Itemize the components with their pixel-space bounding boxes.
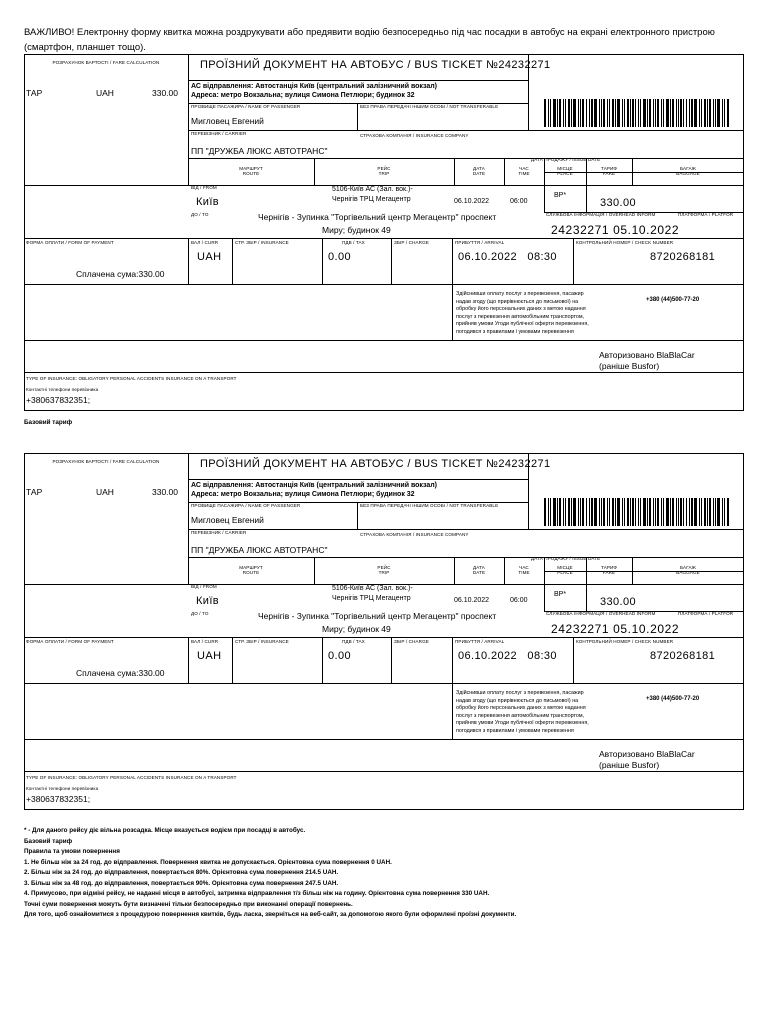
- barcode-bar: [609, 99, 610, 127]
- barcode-bar: [676, 498, 677, 526]
- service-phone: +380 (44)500-77-20: [646, 297, 700, 303]
- barcode-bar: [622, 99, 623, 127]
- trip-date: 06.10.2022: [454, 198, 490, 205]
- barcode-bar: [676, 99, 677, 127]
- check-number-label: КОНТРОЛЬНИЙ НОМЕР / CHECK NUMBER: [576, 240, 674, 245]
- insurance-type: TYPE OF INSURANCE: OBLIGATORY PERSONAL ACCIDENTS INSURANCE ON A TRANSPORT: [26, 775, 237, 780]
- footer-line: 3. Більш ніж за 48 год. до відправлення, повертається 90%. Орієнтовна сума повернення 247.5 UAH.: [24, 879, 339, 887]
- footer-line: * - Для даного рейсу діє вільна розсадка. Місце вказується водієм при посадці в автобус.: [24, 827, 306, 834]
- barcode-bar: [670, 498, 671, 526]
- insurance-company-label: СТРАХОВА КОМПАНІЯ / INSURANCE COMPANY: [360, 532, 469, 537]
- trip-fare: 330.00: [600, 596, 637, 608]
- barcode-bar: [544, 99, 546, 127]
- issue-date-label: ДАТА ПРОДАЖУ / ISSUE DATE: [531, 157, 601, 162]
- barcode-bar: [699, 99, 700, 127]
- barcode-bar: [594, 498, 597, 526]
- carrier-contact-label: Контактні телефони перевізника: [26, 387, 99, 392]
- barcode-bar: [704, 99, 706, 127]
- tax-label: ПДВ / TAX: [342, 639, 365, 644]
- barcode-bar: [655, 99, 656, 127]
- tax-label: ПДВ / TAX: [342, 240, 365, 245]
- barcode: [544, 498, 734, 526]
- barcode-bar: [680, 498, 682, 526]
- barcode-bar: [630, 99, 631, 127]
- barcode-bar: [548, 498, 549, 526]
- overhead-info: 24232271 05.10.2022: [551, 223, 680, 237]
- barcode-bar: [627, 498, 629, 526]
- barcode-bar: [724, 99, 725, 127]
- barcode-bar: [627, 99, 629, 127]
- barcode-bar: [589, 99, 590, 127]
- barcode-bar: [615, 498, 616, 526]
- carrier-name: ПП "ДРУЖБА ЛЮКС АВТОТРАНС": [191, 545, 328, 555]
- barcode-bar: [655, 498, 656, 526]
- footer-line: Точні суми повернення можуть бути визначені тільки безпосередньо при виконанні операції повернень.: [24, 900, 353, 908]
- seat-place: ВР*: [554, 591, 567, 598]
- fare-code: ТАР: [26, 487, 43, 497]
- place-label: МІСЦЕ PLACE: [557, 166, 573, 176]
- barcode-bar: [571, 99, 572, 127]
- barcode-bar: [689, 498, 690, 526]
- insurance-company-label: СТРАХОВА КОМПАНІЯ / INSURANCE COMPANY: [360, 133, 469, 138]
- check-number-label: КОНТРОЛЬНИЙ НОМЕР / CHECK NUMBER: [576, 639, 674, 644]
- trip-fare: 330.00: [600, 197, 637, 209]
- overhead-info: 24232271 05.10.2022: [551, 622, 680, 636]
- barcode-bar: [553, 99, 556, 127]
- barcode-bar: [617, 498, 620, 526]
- carrier-contact-label: Контактні телефони перевізника: [26, 786, 99, 791]
- authorized-by-line2: (раніше Busfor): [599, 760, 660, 770]
- passenger-label: ПРІЗВИЩЕ ПАСАЖИРА / NAME OF PASSENGER: [191, 104, 301, 109]
- departure-station: АС відправлення: Автостанція Київ (центральний залізничний вокзал): [191, 83, 437, 90]
- barcode-bar: [649, 99, 651, 127]
- barcode-bar: [663, 99, 664, 127]
- barcode-bar: [571, 498, 572, 526]
- barcode-bar: [607, 99, 608, 127]
- barcode-bar: [594, 99, 597, 127]
- footer-line: 4. Примусово, при відміні рейсу, не наданні місця в автобусі, затримка відправлення т/з більш ніж на годину. Орієнтовна сума повернення 330 UAH.: [24, 890, 490, 897]
- barcode-bar: [663, 498, 664, 526]
- barcode-bar: [603, 99, 605, 127]
- barcode-bar: [683, 99, 684, 127]
- barcode-bar: [559, 498, 561, 526]
- barcode-bar: [573, 498, 576, 526]
- barcode-bar: [680, 99, 682, 127]
- barcode-bar: [580, 498, 581, 526]
- barcode-bar: [678, 498, 679, 526]
- not-transferable-label: БЕЗ ПРАВА ПЕРЕДАЧІ ІНШИМ ОСОБІ / NOT TRANSFERABLE: [360, 503, 499, 508]
- barcode-bar: [691, 99, 693, 127]
- date-label: ДАТА DATE: [472, 565, 486, 575]
- barcode-bar: [609, 498, 610, 526]
- from-city: Київ: [196, 196, 220, 208]
- route-label: МАРШРУТ ROUTE: [239, 565, 263, 575]
- barcode-bar: [578, 498, 579, 526]
- bus-ticket-2: [24, 453, 744, 810]
- barcode-bar: [727, 99, 729, 127]
- to-stop: Чернігів - Зупинка "Торгівельний центр Мегацентр" проспект: [258, 212, 497, 222]
- insurance-fee-label: СТР. ЗБІР / INSURANCE: [235, 639, 289, 644]
- important-notice: ВАЖЛИВО! Електронну форму квитка можна роздрукувати або предявити водію безпосередньо під час посадки в автобус на екрані електронного пристрою (смартфон, планшет тощо).: [24, 27, 715, 53]
- barcode-bar: [578, 99, 579, 127]
- authorized-by: Авторизовано BlaBlaCar: [599, 749, 695, 759]
- barcode-bar: [612, 498, 614, 526]
- charge-label: ЗБІР / CHARGE: [394, 639, 429, 644]
- barcode-bar: [568, 498, 570, 526]
- fare-calculation-label: РОЗРАХУНОК ВАРТОСТІ / FARE CALCULATION: [52, 459, 160, 464]
- barcode-bar: [691, 498, 693, 526]
- barcode-bar: [544, 498, 546, 526]
- base-tariff-note: Базовий тариф: [24, 419, 73, 426]
- barcode-bar: [582, 498, 584, 526]
- barcode-bar: [624, 498, 625, 526]
- barcode-bar: [689, 99, 690, 127]
- payment-currency: UAH: [197, 650, 222, 662]
- ticket-title: ПРОЇЗНИЙ ДОКУМЕНТ НА АВТОБУС / BUS TICKET №24232271: [200, 458, 551, 470]
- time-label: ЧАС TIME: [518, 565, 530, 575]
- barcode-bar: [548, 99, 549, 127]
- time-label: ЧАС TIME: [518, 166, 530, 176]
- fare-calculation-label: РОЗРАХУНОК ВАРТОСТІ / FARE CALCULATION: [52, 60, 160, 65]
- barcode-bar: [717, 99, 720, 127]
- barcode-bar: [603, 498, 605, 526]
- carrier-name: ПП "ДРУЖБА ЛЮКС АВТОТРАНС": [191, 146, 328, 156]
- barcode-bar: [630, 498, 631, 526]
- fare-currency: UAH: [96, 487, 114, 497]
- barcode-bar: [715, 498, 716, 526]
- arrival-datetime: 06.10.2022 08:30: [458, 251, 557, 263]
- barcode-bar: [649, 498, 651, 526]
- barcode-bar: [653, 99, 654, 127]
- barcode-bar: [565, 99, 566, 127]
- barcode-bar: [704, 498, 706, 526]
- fare-label: ТАРИФ FARE: [600, 565, 618, 575]
- barcode-bar: [724, 498, 725, 526]
- from-label: ВІД / FROM: [191, 185, 217, 190]
- carrier-contact-phone: +380637832351;: [26, 395, 91, 405]
- authorized-by-line2: (раніше Busfor): [599, 361, 660, 371]
- place-label: МІСЦЕ PLACE: [557, 565, 573, 575]
- from-city: Київ: [196, 595, 220, 607]
- barcode-bar: [643, 498, 646, 526]
- trip-label: РЕЙС TRIP: [377, 166, 391, 176]
- passenger-consent: Здійснивши оплату послуг з перевезення, пасажир надав згоду (що прирівнюється до письмової) на обробку його персональних даних з метою надання послуг з перевезення автомобільним транспортом, прийняв умови Угоди публічної оферти перевезення, погодився з правилами і умовами перевезення: [456, 690, 589, 734]
- passenger-consent: Здійснивши оплату послуг з перевезення, пасажир надав згоду (що прирівнюється до письмової) на обробку його персональних даних з метою надання послуг з перевезення автомобільним транспортом, прийняв умови Угоди публічної оферти перевезення, погодився з правилами і умовами перевезення: [456, 291, 589, 335]
- departure-station: АС відправлення: Автостанція Київ (центральний залізничний вокзал): [191, 482, 437, 489]
- barcode-bar: [601, 99, 602, 127]
- barcode-bar: [709, 99, 711, 127]
- baggage-label: БАГАЖ BAGGAGE: [676, 166, 700, 176]
- fare-currency: UAH: [96, 88, 114, 98]
- insurance-fee-label: СТР. ЗБІР / INSURANCE: [235, 240, 289, 245]
- barcode-bar: [683, 498, 684, 526]
- overhead-info-label: СЛУЖБОВА ІНФОРМАЦІЯ / OVERHEAD INFORM: [546, 212, 656, 217]
- barcode-bar: [591, 498, 593, 526]
- barcode-bar: [553, 498, 556, 526]
- barcode-bar: [568, 99, 570, 127]
- barcode-bar: [666, 99, 669, 127]
- barcode-bar: [666, 498, 669, 526]
- barcode-bar: [635, 498, 636, 526]
- barcode-bar: [701, 99, 702, 127]
- not-transferable-label: БЕЗ ПРАВА ПЕРЕДАЧІ ІНШИМ ОСОБІ / NOT TRANSFERABLE: [360, 104, 499, 109]
- ticket-title: ПРОЇЗНИЙ ДОКУМЕНТ НА АВТОБУС / BUS TICKET №24232271: [200, 59, 551, 71]
- carrier-contact-phone: +380637832351;: [26, 794, 91, 804]
- barcode-bar: [707, 99, 708, 127]
- barcode-bar: [617, 99, 620, 127]
- overhead-info-label: СЛУЖБОВА ІНФОРМАЦІЯ / OVERHEAD INFORM: [546, 611, 656, 616]
- barcode-bar: [709, 498, 711, 526]
- barcode-bar: [635, 99, 636, 127]
- barcode-bar: [640, 99, 641, 127]
- barcode-bar: [557, 99, 558, 127]
- barcode-bar: [640, 498, 641, 526]
- barcode-bar: [563, 498, 564, 526]
- date-label: ДАТА DATE: [472, 166, 486, 176]
- footer-line: Правила та умови повернення: [24, 848, 120, 855]
- barcode-bar: [612, 99, 614, 127]
- barcode-bar: [599, 99, 600, 127]
- barcode-bar: [694, 498, 697, 526]
- barcode-bar: [672, 99, 674, 127]
- currency-label: ВАЛ / CURR: [191, 240, 219, 245]
- barcode-bar: [550, 498, 551, 526]
- barcode-bar: [622, 498, 623, 526]
- payment-currency: UAH: [197, 251, 222, 263]
- barcode-bar: [582, 99, 584, 127]
- barcode-bar: [653, 498, 654, 526]
- charge-label: ЗБІР / CHARGE: [394, 240, 429, 245]
- barcode-bar: [563, 99, 564, 127]
- check-number: 8720268181: [650, 251, 716, 263]
- fare-code: ТАР: [26, 88, 43, 98]
- barcode-bar: [678, 99, 679, 127]
- barcode-bar: [686, 99, 687, 127]
- to-label: ДО / TO: [191, 611, 209, 616]
- barcode-bar: [632, 498, 634, 526]
- arrival-datetime: 06.10.2022 08:30: [458, 650, 557, 662]
- fare-amount: 330.00: [152, 487, 178, 497]
- barcode-bar: [550, 99, 551, 127]
- trip-date: 06.10.2022: [454, 597, 490, 604]
- to-stop: Чернігів - Зупинка "Торгівельний центр Мегацентр" проспект: [258, 611, 497, 621]
- check-number: 8720268181: [650, 650, 716, 662]
- barcode-bar: [607, 498, 608, 526]
- barcode-bar: [643, 99, 646, 127]
- route-label: МАРШРУТ ROUTE: [239, 166, 263, 176]
- barcode-bar: [559, 99, 561, 127]
- barcode-bar: [686, 498, 687, 526]
- from-label: ВІД / FROM: [191, 584, 217, 589]
- arrival-label: ПРИБУТТЯ / ARRIVAL: [455, 240, 505, 245]
- passenger-label: ПРІЗВИЩЕ ПАСАЖИРА / NAME OF PASSENGER: [191, 503, 301, 508]
- barcode-bar: [573, 99, 576, 127]
- fare-label: ТАРИФ FARE: [600, 166, 618, 176]
- barcode-bar: [670, 99, 671, 127]
- platform-label: ПЛАТФОРМА / PLATFOR: [678, 611, 734, 616]
- barcode-bar: [715, 99, 716, 127]
- barcode-bar: [586, 498, 587, 526]
- footer-line: 2. Більш ніж за 24 год. до відправлення, повертається 80%. Орієнтовна сума повернення 214.5 UAH.: [24, 869, 339, 876]
- authorized-by: Авторизовано BlaBlaCar: [599, 350, 695, 360]
- return-rules: [24, 826, 744, 921]
- barcode-bar: [565, 498, 566, 526]
- barcode-bar: [707, 498, 708, 526]
- barcode-bar: [632, 99, 634, 127]
- barcode-bar: [591, 99, 593, 127]
- footer-line: 1. Не більш ніж за 24 год. до відправлення. Повернення квитка не допускається. Орієнтовна сума повернення 0 UAH.: [24, 858, 392, 866]
- barcode-bar: [713, 99, 714, 127]
- insurance-type: TYPE OF INSURANCE: OBLIGATORY PERSONAL ACCIDENTS INSURANCE ON A TRANSPORT: [26, 376, 237, 381]
- passenger-name: Мигловец Евгений: [191, 116, 264, 126]
- barcode-bar: [601, 498, 602, 526]
- paid-amount: Сплачена сума:330.00: [76, 269, 165, 279]
- trip-name: 5106-Київ АС (Зал. вок.)- Чернігів ТРЦ Мегацентр: [332, 585, 413, 602]
- barcode-bar: [586, 99, 587, 127]
- payment-form-label: ФОРМА ОПЛАТИ / FORM OF PAYMENT: [26, 240, 114, 245]
- barcode-bar: [699, 498, 700, 526]
- seat-place: ВР*: [554, 192, 567, 199]
- trip-time: 06:00: [510, 597, 528, 604]
- barcode-bar: [647, 99, 648, 127]
- baggage-label: БАГАЖ BAGGAGE: [676, 565, 700, 575]
- to-stop-line2: Миру; будинок 49: [322, 225, 391, 235]
- barcode-bar: [580, 99, 581, 127]
- tax-value: 0.00: [328, 251, 352, 263]
- carrier-label: ПЕРЕВІЗНИК / CARRIER: [191, 530, 247, 535]
- barcode-bar: [661, 498, 662, 526]
- tax-value: 0.00: [328, 650, 352, 662]
- barcode-bar: [638, 99, 639, 127]
- barcode-bar: [647, 498, 648, 526]
- barcode-bar: [638, 498, 639, 526]
- departure-address: Адреса: метро Вокзальна; вулиця Симона Петлюри; будинок 32: [191, 92, 415, 99]
- payment-form-label: ФОРМА ОПЛАТИ / FORM OF PAYMENT: [26, 639, 114, 644]
- footer-line: Для того, щоб ознайомитися з процедурою повернення квитків, будь ласка, зверніться на веб-сайт, за допомогою якого були оформлені проїзні документи.: [24, 911, 517, 918]
- trip-name: 5106-Київ АС (Зал. вок.)- Чернігів ТРЦ Мегацентр: [332, 186, 413, 203]
- passenger-name: Мигловец Евгений: [191, 515, 264, 525]
- barcode-bar: [657, 99, 659, 127]
- bus-ticket-1: [24, 54, 744, 411]
- trip-label: РЕЙС TRIP: [377, 565, 391, 575]
- barcode-bar: [727, 498, 729, 526]
- to-label: ДО / TO: [191, 212, 209, 217]
- barcode-bar: [657, 498, 659, 526]
- fare-amount: 330.00: [152, 88, 178, 98]
- platform-label: ПЛАТФОРМА / PLATFOR: [678, 212, 734, 217]
- barcode-bar: [713, 498, 714, 526]
- to-stop-line2: Миру; будинок 49: [322, 624, 391, 634]
- barcode-bar: [701, 498, 702, 526]
- barcode-bar: [624, 99, 625, 127]
- barcode-bar: [661, 99, 662, 127]
- departure-address: Адреса: метро Вокзальна; вулиця Симона Петлюри; будинок 32: [191, 491, 415, 498]
- barcode-bar: [672, 498, 674, 526]
- arrival-label: ПРИБУТТЯ / ARRIVAL: [455, 639, 505, 644]
- service-phone: +380 (44)500-77-20: [646, 696, 700, 702]
- barcode-bar: [589, 498, 590, 526]
- barcode-bar: [615, 99, 616, 127]
- barcode-bar: [694, 99, 697, 127]
- barcode-bar: [557, 498, 558, 526]
- currency-label: ВАЛ / CURR: [191, 639, 219, 644]
- barcode: [544, 99, 734, 127]
- footer-line: Базовий тариф: [24, 837, 73, 845]
- barcode-bar: [599, 498, 600, 526]
- barcode-bar: [722, 498, 723, 526]
- barcode-bar: [717, 498, 720, 526]
- paid-amount: Сплачена сума:330.00: [76, 668, 165, 678]
- barcode-bar: [722, 99, 723, 127]
- trip-time: 06:00: [510, 198, 528, 205]
- issue-date-label: ДАТА ПРОДАЖУ / ISSUE DATE: [531, 556, 601, 561]
- carrier-label: ПЕРЕВІЗНИК / CARRIER: [191, 131, 247, 136]
